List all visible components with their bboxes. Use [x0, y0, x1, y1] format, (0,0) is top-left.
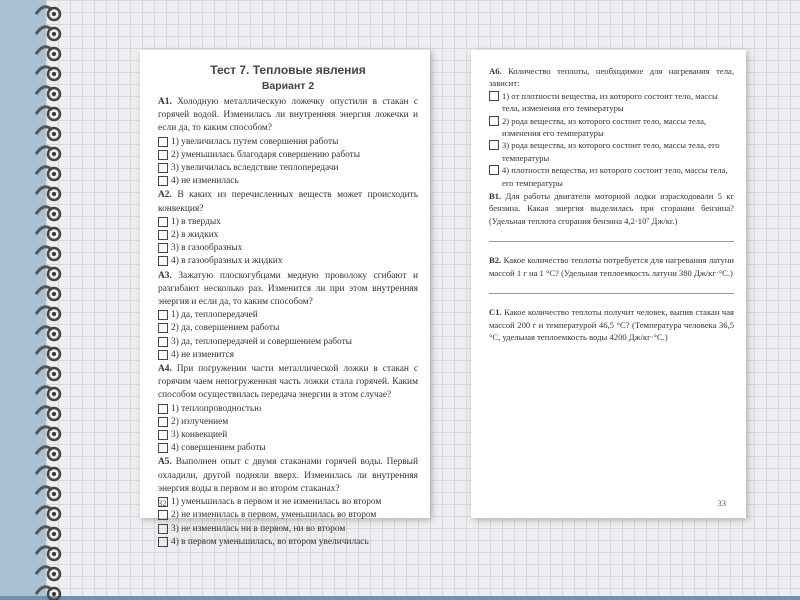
question-text: Количество теплоты, необходимое для нагревания тела, зависит: — [489, 66, 734, 89]
option-label: 1) да, теплопередачей — [171, 310, 258, 321]
answer-option — [158, 162, 418, 175]
answer-line[interactable] — [489, 241, 734, 242]
answer-option — [158, 429, 418, 442]
question-a6-body — [489, 65, 734, 90]
answer-option — [158, 496, 418, 509]
checkbox[interactable] — [158, 150, 168, 160]
answer-option — [158, 136, 418, 149]
option-label: 3) в газообразных — [171, 243, 243, 254]
spiral-ring — [36, 187, 60, 200]
spiral-ring — [36, 87, 60, 100]
checkbox[interactable] — [158, 337, 168, 347]
question-a4 — [158, 363, 418, 403]
checkbox[interactable] — [489, 140, 499, 150]
answer-option — [489, 164, 734, 189]
answer-option — [158, 523, 418, 536]
spiral-ring — [36, 107, 60, 120]
option-label: 1) теплопроводностью — [171, 403, 262, 414]
option-label: 3) рода вещества, из которого состоит тело, массы тела, его температуры — [502, 140, 720, 163]
checkbox[interactable] — [158, 524, 168, 534]
option-label: 4) плотности вещества, из которого состоит тело, массы тела, его температуры — [502, 165, 728, 188]
question-a1 — [158, 96, 418, 136]
spiral-ring — [36, 307, 60, 320]
option-label: 2) излучением — [171, 416, 229, 427]
spiral-ring — [36, 47, 60, 60]
checkbox[interactable] — [158, 510, 168, 520]
spiral-ring — [36, 467, 60, 480]
answer-option — [489, 139, 734, 164]
option-label: 1) увеличилась путем совершения работы — [171, 136, 339, 147]
spiral-ring — [36, 567, 60, 580]
checkbox[interactable] — [158, 537, 168, 547]
spiral-ring — [36, 527, 60, 540]
spiral-ring — [36, 67, 60, 80]
spiral-ring — [36, 387, 60, 400]
question-number: А2. — [158, 190, 172, 201]
answer-option — [158, 336, 418, 349]
option-label: 1) в твердых — [171, 216, 221, 227]
checkbox[interactable] — [158, 217, 168, 227]
answer-option — [158, 229, 418, 242]
question-text: Какое количество теплоты потребуется для нагревания латуни массой 1 г на 1 °С? (Удельная теплоемкость латуни 380 Дж/кг·°С.) — [489, 255, 734, 278]
variant-label: Вариант 2 — [261, 80, 315, 92]
spiral-ring — [36, 147, 60, 160]
checkbox[interactable] — [158, 243, 168, 253]
question-text: Выполнен опыт с двумя стаканами горячей воды. Первый охладили, другой подняли вверх. Изменилась ли внутренняя энергия воды в первом и во втором стаканах? — [158, 457, 418, 494]
spiral-ring — [36, 27, 60, 40]
answer-option — [158, 416, 418, 429]
option-label: 4) совершением работы — [171, 443, 266, 454]
checkbox[interactable] — [158, 137, 168, 147]
test-title: Тест 7. Тепловые явления — [210, 63, 366, 77]
spiral-ring — [36, 547, 60, 560]
spiral-binding-icon — [30, 0, 70, 600]
spiral-ring — [36, 227, 60, 240]
answer-option — [158, 255, 418, 268]
spiral-ring — [36, 267, 60, 280]
answer-option — [158, 442, 418, 455]
checkbox[interactable] — [158, 350, 168, 360]
answer-option — [158, 403, 418, 416]
answer-option — [158, 242, 418, 255]
checkbox[interactable] — [489, 91, 499, 101]
test-page-right — [471, 50, 746, 518]
checkbox[interactable] — [158, 256, 168, 266]
spiral-ring — [36, 587, 60, 600]
question-c1 — [489, 306, 734, 343]
option-label: 3) увеличилась вследствие теплопередачи — [171, 163, 339, 174]
checkbox[interactable] — [158, 417, 168, 427]
question-number: В2. — [489, 255, 502, 266]
option-label: 2) уменьшилась благодаря совершению работы — [171, 149, 361, 160]
test-page-left — [140, 50, 430, 547]
question-number: А4. — [158, 364, 172, 375]
checkbox[interactable] — [158, 230, 168, 240]
checkbox[interactable] — [158, 323, 168, 333]
spiral-ring — [36, 167, 60, 180]
page-number: 33 — [717, 497, 726, 508]
option-label: 2) да, совершением работы — [171, 323, 280, 334]
checkbox[interactable] — [158, 163, 168, 173]
option-label: 4) не изменилась — [171, 176, 239, 187]
spiral-ring — [36, 287, 60, 300]
spiral-ring — [36, 247, 60, 260]
spiral-ring — [36, 487, 60, 500]
spiral-ring — [36, 507, 60, 520]
option-label: 3) да, теплопередачей и совершением работы — [171, 336, 352, 347]
spiral-ring — [36, 447, 60, 460]
question-a3 — [158, 270, 418, 310]
answer-option — [158, 536, 418, 549]
checkbox[interactable] — [158, 404, 168, 414]
option-label: 1) уменьшилась в первом и не изменилась во втором — [171, 497, 382, 508]
option-label: 4) в первом уменьшилась, во втором увеличилась — [171, 536, 369, 547]
checkbox[interactable] — [489, 165, 499, 175]
question-number: А1. — [158, 97, 172, 107]
option-label: 3) конвекцией — [171, 430, 228, 441]
option-label: 1) от плотности вещества, из которого состоит тело, массы тела, изменения его температуры — [502, 90, 718, 114]
question-a2 — [158, 189, 418, 215]
question-text: Холодную металлическую ложечку опустили в стакан с горячей водой. Изменилась ли внутренняя энергия ложечки и если да, то каким способом? — [158, 97, 419, 134]
question-text: При погружении части металлической ложки в стакан с горячим чаем непогруженная часть ложки стала горячей. Каким способом осуществилась передача энергии в этом случае? — [158, 364, 418, 401]
option-label: 2) рода вещества, из которого состоит тело, массы тела, изменения его температуры — [502, 115, 707, 139]
option-label: 2) в жидких — [171, 230, 219, 241]
question-number: С1. — [489, 307, 502, 318]
answer-option — [489, 115, 734, 140]
question-number: А3. — [158, 270, 172, 281]
spiral-ring — [36, 327, 60, 340]
spiral-ring — [36, 407, 60, 420]
answer-option — [158, 216, 418, 229]
question-b1 — [489, 190, 734, 227]
spiral-ring — [36, 207, 60, 220]
checkbox[interactable] — [158, 443, 168, 453]
answer-option — [158, 175, 418, 188]
option-label: 4) не изменится — [171, 349, 235, 360]
checkbox[interactable] — [158, 310, 168, 320]
slide-bottom-band — [0, 596, 800, 600]
question-a6 — [489, 65, 734, 189]
answer-option — [158, 509, 418, 522]
spiral-ring — [36, 127, 60, 140]
question-number: А5. — [158, 457, 172, 468]
option-label: 2) не изменилась в первом, уменьшилась во втором — [171, 510, 377, 521]
question-b2 — [489, 254, 734, 279]
checkbox[interactable] — [158, 176, 168, 186]
spiral-ring — [36, 367, 60, 380]
answer-option — [158, 149, 418, 162]
spiral-ring — [36, 347, 60, 360]
answer-line[interactable] — [489, 293, 734, 294]
checkbox[interactable] — [158, 430, 168, 440]
question-text: Для работы двигателя моторной лодки израсходовали 5 кг бензина. Какая энергия выделилась при сгорании бензина? (Удельная теплота сгорания бензина 4,2·10⁷ Дж/кг.) — [489, 191, 734, 226]
spiral-ring — [36, 7, 60, 20]
answer-option — [158, 309, 418, 322]
answer-option — [158, 322, 418, 335]
question-text: Зажатую плоскогубцами медную проволоку сгибают и разгибают несколько раз. Изменится ли при этом внутренняя энергия и если да, то каким способом? — [158, 270, 418, 308]
answer-option — [158, 349, 418, 362]
page-number: 32 — [158, 497, 167, 508]
option-label: 3) не изменилась ни в первом, ни во втором — [171, 523, 346, 534]
option-label: 4) в газообразных и жидких — [171, 256, 283, 267]
question-number: А6. — [489, 66, 502, 76]
checkbox[interactable] — [489, 116, 499, 126]
answer-option — [489, 90, 734, 115]
question-text: Какое количество теплоты получит человек, выпив стакан чая массой 200 г и температурой 46,5 °С? (Температура человека 36,5 °С, удельная теплоемкость воды 4200 Дж/кг·°С.) — [489, 307, 734, 342]
question-a5 — [158, 456, 418, 496]
question-text: В каких из перечисленных веществ может происходить конвекция? — [158, 190, 418, 214]
question-number: В1. — [489, 191, 502, 202]
spiral-ring — [36, 427, 60, 440]
